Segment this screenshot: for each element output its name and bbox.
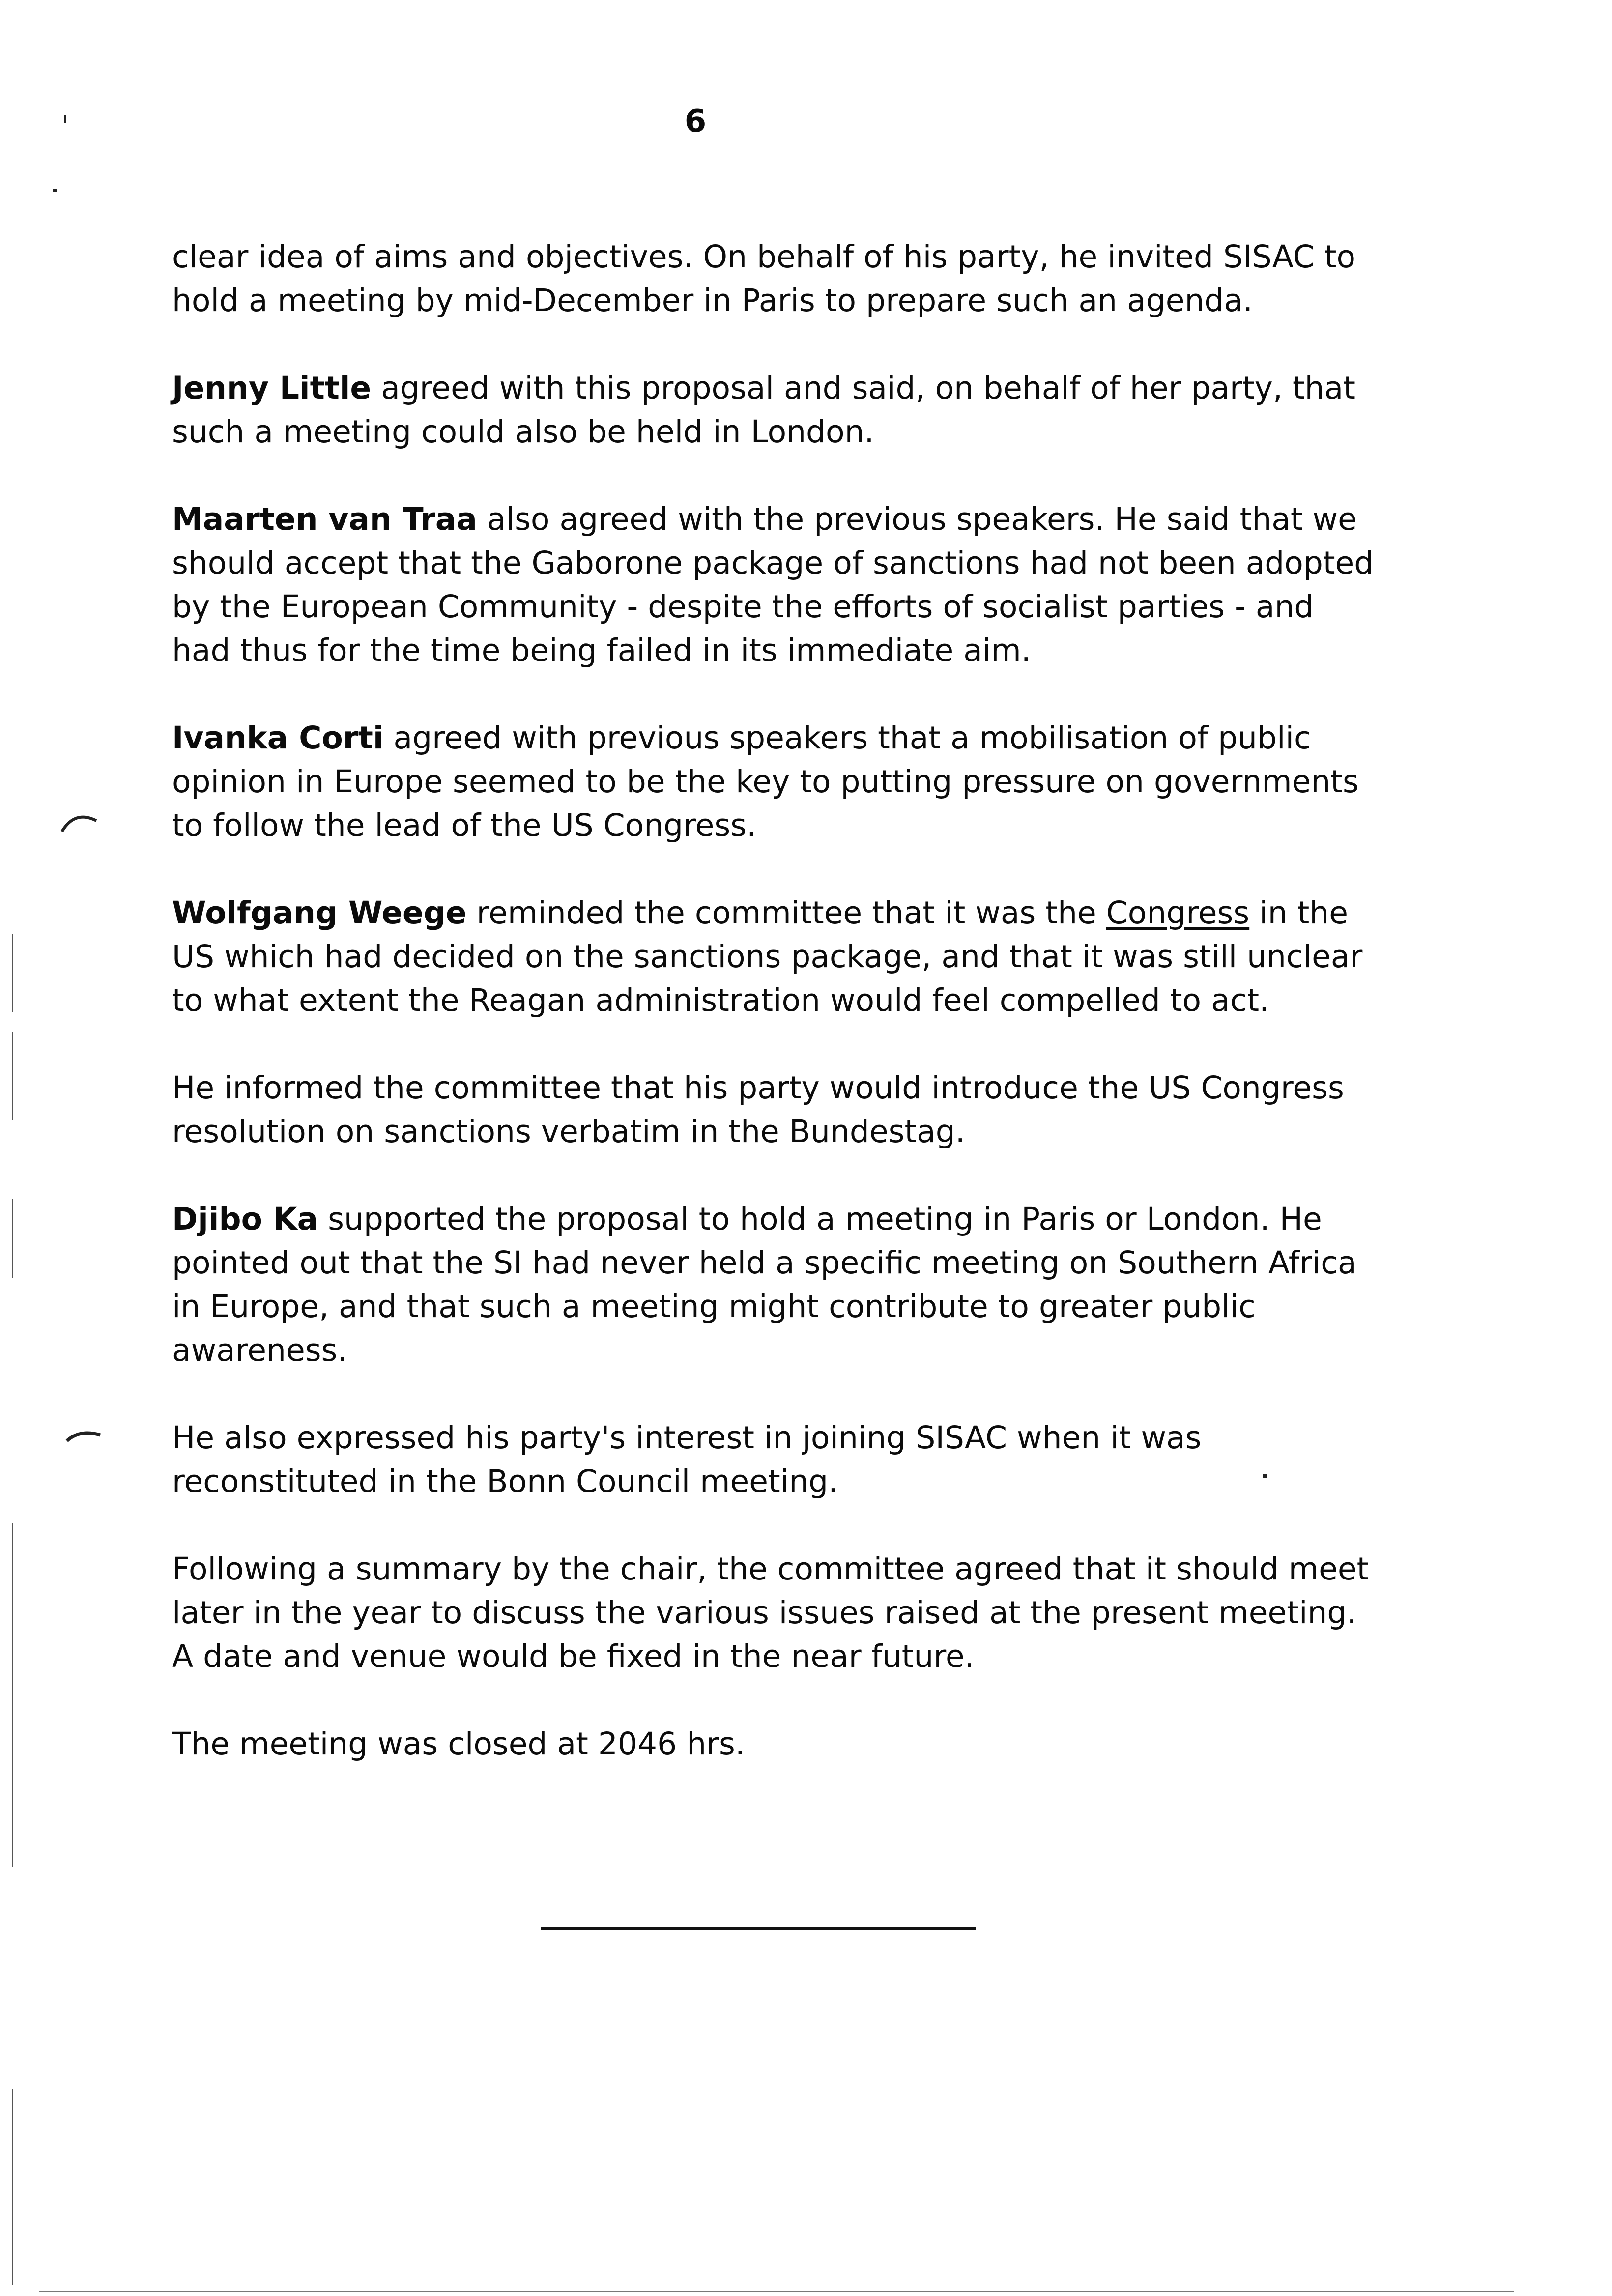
scan-mark	[1263, 1474, 1267, 1478]
underlined-word: Congress	[1106, 895, 1250, 931]
scan-mark	[53, 189, 57, 192]
scan-mark	[64, 115, 66, 123]
paragraph-text: agreed with previous speakers that a mobilisation of public opinion in Europe seemed to be the key to putting pressure on governments to follow the lead of the US Congress.	[172, 720, 1359, 843]
paragraph-ivanka-corti	[172, 716, 1376, 847]
binding-line	[12, 934, 13, 1012]
paragraph-text: reminded the committee that it was the	[466, 895, 1106, 931]
paragraph-continuation	[172, 235, 1376, 322]
paragraph-text: He informed the committee that his party would introduce the US Congress resolution on sanctions verbatim in the Bundestag.	[172, 1070, 1344, 1149]
paragraph-jenny-little	[172, 366, 1376, 454]
speaker-name: Maarten van Traa	[172, 501, 477, 537]
paragraph-djibo-ka	[172, 1197, 1376, 1372]
paragraph-weege-bundestag	[172, 1066, 1376, 1153]
paragraph-text: agreed with this proposal and said, on behalf of her party, that such a meeting could also be held in London.	[172, 370, 1355, 450]
paragraph-wolfgang-weege	[172, 891, 1376, 1022]
paragraph-text: in the US which had decided on the sanctions package, and that it was still unclear to what extent the Reagan administration would feel compelled to act.	[172, 895, 1363, 1018]
speaker-name: Wolfgang Weege	[172, 895, 467, 931]
speaker-name: Jenny Little	[172, 370, 372, 406]
punch-hole-mark	[60, 806, 99, 835]
paragraph-text: He also expressed his party's interest in joining SISAC when it was reconstituted in the Bonn Council meeting.	[172, 1420, 1202, 1499]
paragraph-text: also agreed with the previous speakers. He said that we should accept that the Gaborone package of sanctions had not been adopted by the European Community - despite the efforts of socialist parties - and had thus for the time being failed in its immediate aim.	[172, 501, 1374, 668]
speaker-name: Ivanka Corti	[172, 720, 384, 756]
binding-line	[12, 1032, 13, 1120]
paragraph-text: Following a summary by the chair, the committee agreed that it should meet later in the year to discuss the various issues raised at the present meeting. A date and venue would be fixed in the near future.	[172, 1551, 1369, 1674]
speaker-name: Djibo Ka	[172, 1201, 318, 1237]
paragraph-text: supported the proposal to hold a meeting in Paris or London. He pointed out that the SI had never held a specific meeting on Southern Africa in Europe, and that such a meeting might contribute to greater public awareness.	[172, 1201, 1357, 1368]
binding-line	[12, 2089, 13, 2285]
document-body	[172, 235, 1376, 1809]
paragraph-closing	[172, 1722, 1376, 1766]
page-number: 6	[684, 103, 707, 140]
closing-rule	[541, 1927, 976, 1930]
paragraph-summary	[172, 1547, 1376, 1678]
scan-edge-line	[39, 2291, 1514, 2292]
punch-hole-mark	[65, 1424, 104, 1444]
paragraph-ka-sisac	[172, 1416, 1376, 1503]
paragraph-maarten-van-traa	[172, 497, 1376, 672]
paragraph-text: The meeting was closed at 2046 hrs.	[172, 1726, 745, 1762]
binding-line	[12, 1523, 13, 1867]
paragraph-text: clear idea of aims and objectives. On behalf of his party, he invited SISAC to hold a meeting by mid-December in Paris to prepare such an agenda.	[172, 239, 1355, 318]
binding-line	[12, 1199, 13, 1278]
